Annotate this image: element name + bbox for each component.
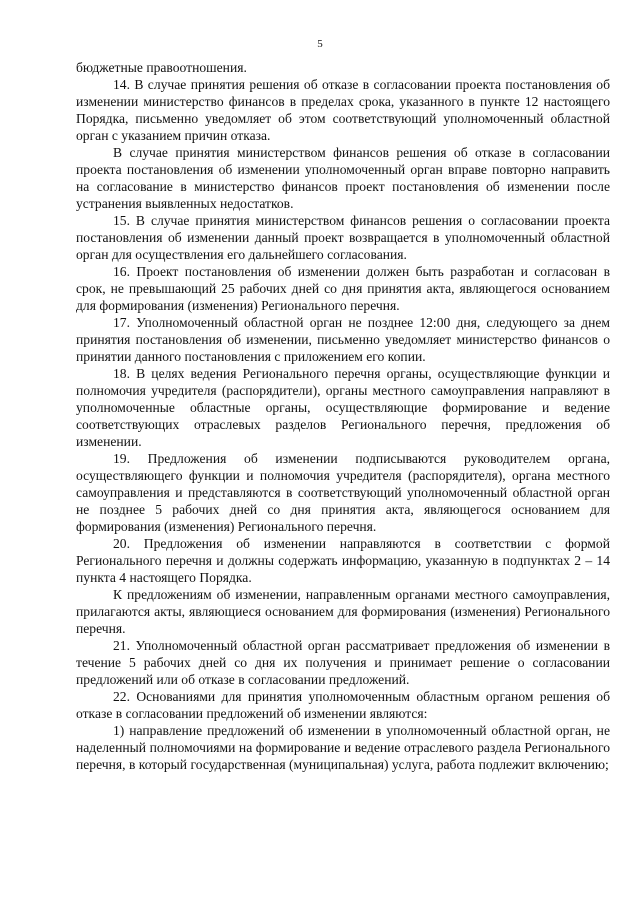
paragraph-continuation: бюджетные правоотношения. (76, 60, 247, 75)
paragraph-item-15: 15. В случае принятия министерством финансов решения о согласовании проекта постановления об изменении данный проект возвращается в уполномоченный областной орган для осуществления его дальнейшего согласования. (76, 213, 610, 262)
paragraph-item-22: 22. Основаниями для принятия уполномоченным областным органом решения об отказе в согласовании предложений об изменении являются: (76, 689, 610, 721)
paragraph-item-14-refusal: В случае принятия министерством финансов решения об отказе в согласовании проекта постановления об изменении уполномоченный орган вправе повторно направить на согласование в министерство финансов проект постановления об изменении после устранения выявленных недостатков. (76, 145, 610, 211)
paragraph-item-22-subitem-1: 1) направление предложений об изменении в уполномоченный областной орган, не наделенный полномочиями на формирование и ведение отраслевого раздела Регионального перечня, в который государственная (муниципальная) услуга, работа подлежит включению; (76, 723, 610, 772)
paragraph-item-19: 19. Предложения об изменении подписываются руководителем органа, осуществляющего функции и полномочия учредителя (распорядителя), органа местного самоуправления и представляются в соответствующий уполномоченный областной орган не позднее 5 рабочих дней со дня принятия акта, являющегося основанием для формирования (изменения) Регионального перечня. (76, 451, 610, 534)
paragraph-item-17: 17. Уполномоченный областной орган не позднее 12:00 дня, следующего за днем принятия постановления об изменении, письменно уведомляет министерство финансов о принятии данного постановления с приложением его копии. (76, 315, 610, 364)
paragraph-item-14: 14. В случае принятия решения об отказе в согласовании проекта постановления об изменении министерство финансов в пределах срока, указанного в пункте 12 настоящего Порядка, письменно уведомляет об этом соответствующий уполномоченный областной орган с указанием причин отказа. (76, 77, 610, 143)
paragraph-item-18: 18. В целях ведения Регионального перечня органы, осуществляющие функции и полномочия учредителя (распорядители), органы местного самоуправления направляют в уполномоченные областные органы, осуществляющие формирование и ведение соответствующих отраслевых разделов Регионального перечня, предложения об изменении. (76, 366, 610, 449)
paragraph-item-20: 20. Предложения об изменении направляются в соответствии с формой Регионального перечня и должны содержать информацию, указанную в подпунктах 2 – 14 пункта 4 настоящего Порядка. (76, 536, 610, 585)
page-number: 5 (317, 38, 323, 50)
paragraph-item-20-attachments: К предложениям об изменении, направленным органами местного самоуправления, прилагаются акты, являющиеся основанием для формирования (изменения) Регионального перечня. (76, 587, 610, 636)
paragraph-item-21: 21. Уполномоченный областной орган рассматривает предложения об изменении в течение 5 рабочих дней со дня их получения и принимает решение о согласовании предложений или об отказе в согласовании предложений. (76, 638, 610, 687)
paragraph-item-16: 16. Проект постановления об изменении должен быть разработан и согласован в срок, не превышающий 25 рабочих дней со дня принятия акта, являющегося основанием для формирования (изменения) Регионального перечня. (76, 264, 610, 313)
document-body (76, 59, 610, 773)
